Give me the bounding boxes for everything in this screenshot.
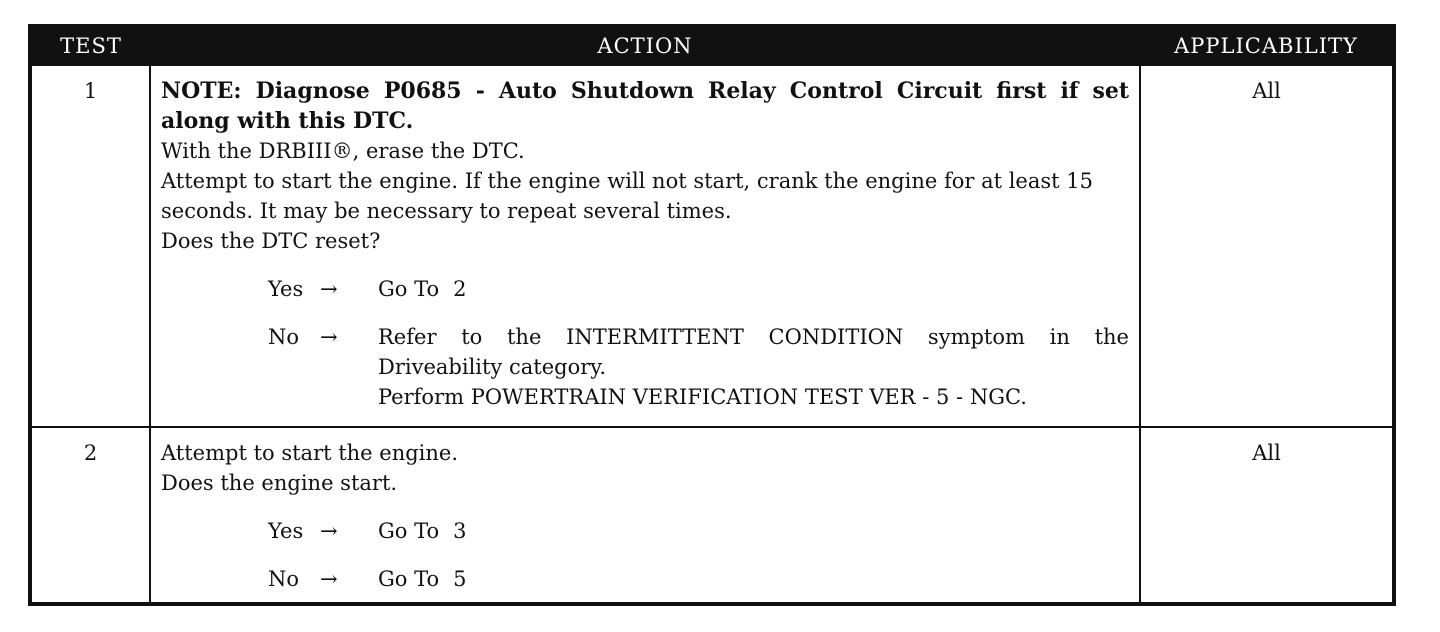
applicability-value: All <box>1140 65 1394 427</box>
action-cell <box>150 65 1140 427</box>
test-number: 1 <box>30 65 150 427</box>
goto-label: Go To <box>378 567 440 591</box>
action-line: Does the engine start. <box>161 471 398 495</box>
no-branch <box>161 322 1129 412</box>
goto-target: 2 <box>453 277 467 301</box>
goto-target: 3 <box>453 519 467 543</box>
right-arrow-icon: → <box>320 519 338 543</box>
action-line: Attempt to start the engine. <box>161 441 459 465</box>
action-line: With the DRBIII®, erase the DTC. <box>161 139 525 163</box>
action-cell <box>150 427 1140 604</box>
no-label: No <box>268 567 300 591</box>
no-branch-line: Refer to the INTERMITTENT CONDITION symptom in the Driveability category. <box>378 325 1129 379</box>
action-line: Does the DTC reset? <box>161 229 381 253</box>
header-action: ACTION <box>150 26 1140 65</box>
action-line: Attempt to start the engine. If the engine will not start, crank the engine for at least 15 seconds. It may be necessary to repeat several times. <box>161 169 1093 223</box>
no-branch <box>161 564 1129 594</box>
table-header-row <box>30 26 1394 65</box>
no-label: No <box>268 325 300 349</box>
right-arrow-icon: → <box>320 325 338 349</box>
yes-branch <box>161 274 1129 304</box>
yes-label: Yes <box>268 277 304 301</box>
table-row <box>30 427 1394 604</box>
goto-label: Go To <box>378 519 440 543</box>
no-branch-line: Perform POWERTRAIN VERIFICATION TEST VER - 5 - NGC. <box>378 385 1027 409</box>
yes-branch <box>161 516 1129 546</box>
test-number: 2 <box>30 427 150 604</box>
diagnostic-test-table <box>28 24 1396 606</box>
yes-label: Yes <box>268 519 304 543</box>
goto-label: Go To <box>378 277 440 301</box>
right-arrow-icon: → <box>320 567 338 591</box>
applicability-value: All <box>1140 427 1394 604</box>
header-applicability: APPLICABILITY <box>1140 26 1394 65</box>
right-arrow-icon: → <box>320 277 338 301</box>
note-text: NOTE: Diagnose P0685 - Auto Shutdown Relay Control Circuit first if set along with this DTC. <box>161 78 1129 134</box>
table-row <box>30 65 1394 427</box>
goto-target: 5 <box>453 567 467 591</box>
header-test: TEST <box>30 26 150 65</box>
